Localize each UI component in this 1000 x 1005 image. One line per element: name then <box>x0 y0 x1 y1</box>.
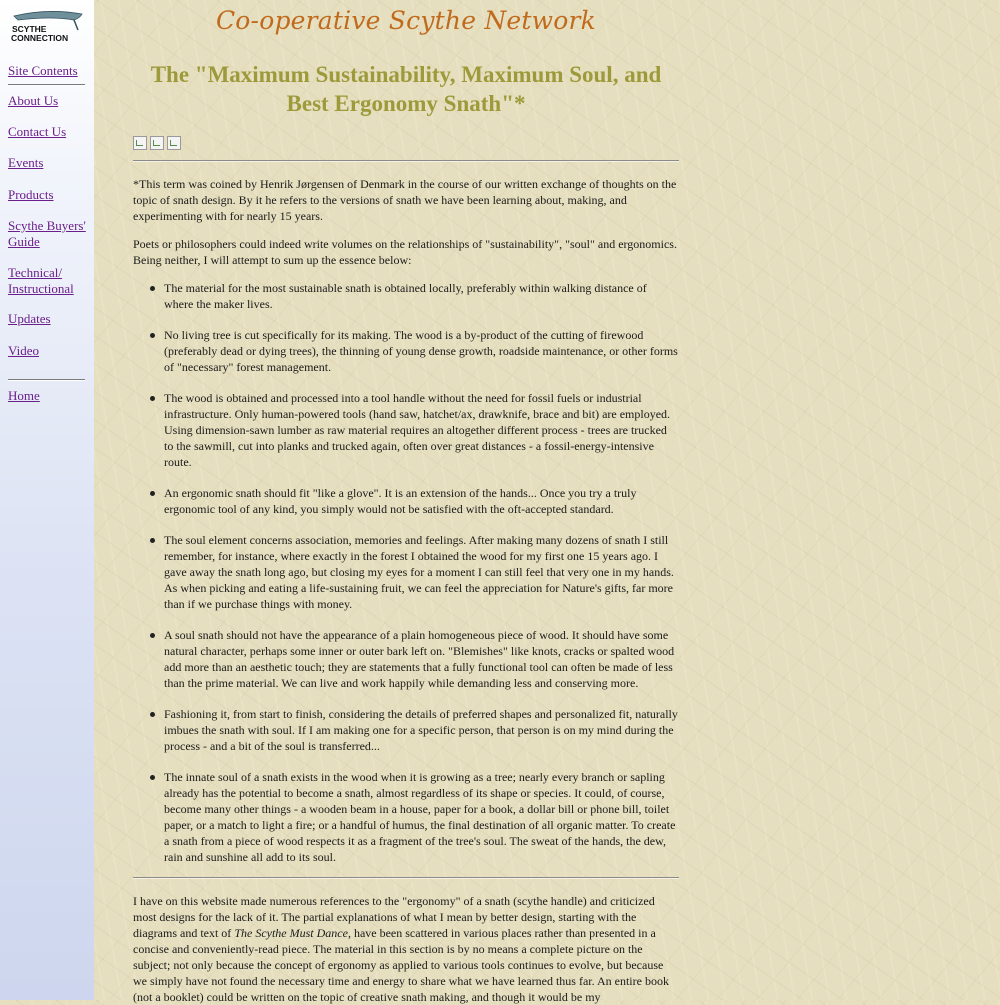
logo-text-line1: SCYTHE <box>12 24 47 34</box>
nav-home[interactable]: Home <box>8 388 40 403</box>
intro-paragraph: *This term was coined by Henrik Jørgensen of Denmark in the course of our written exchange of thoughts on the topic of snath design. By it he refers to the versions of snath we have been learning about, making, and experimenting with for nearly 15 years. <box>133 177 677 223</box>
broken-image-icon[interactable] <box>133 136 147 150</box>
nav-updates[interactable]: Updates <box>8 311 51 326</box>
nav-site-contents[interactable]: Site Contents <box>8 63 78 78</box>
closing-text-end: , have been scattered in various places rather than presented in a concise and conveniently-read piece. The material in this section is by no means a complete picture on the subject; not only because the concept of ergonomy as applied to various tools continues to evolve, but because we simply have not found the necessary time and energy to share what we have learned thus far. An entire book (not a booklet) could be written on the topic of creative snath making, and though it would be my <box>133 926 669 1004</box>
site-title: Co-operative Scythe Network <box>215 6 597 35</box>
logo-text-line2: CONNECTION <box>11 33 69 43</box>
list-item: The soul element concerns association, memories and feelings. After making many dozens of snath I still remember, for instance, where exactly in the forest I obtained the wood for my first one 15 years ago. I gave away the snath long ago, but closing my eyes for a moment I can still feel that very one in my hands. As when picking and eating a life-sustaining fruit, we can feel the appreciation for Nature's gifts, far more than if we purchase things with money. <box>133 532 679 612</box>
book-title: The Scythe Must Dance <box>234 926 348 940</box>
page-heading: The "Maximum Sustainability, Maximum Soul, and Best Ergonomy Snath"* <box>150 62 662 116</box>
list-item: No living tree is cut specifically for its making. The wood is a by-product of the cutting of firewood (preferably dead or dying trees), the thinning of young dense growth, roadside maintenance, or other forms of "necessary" forest management. <box>133 327 679 375</box>
nav-products[interactable]: Products <box>8 187 54 202</box>
nav-about-us[interactable]: About Us <box>8 93 59 108</box>
main-content <box>133 176 679 1005</box>
scythe-connection-logo[interactable] <box>8 10 84 44</box>
image-row <box>133 136 184 150</box>
list-item: The wood is obtained and processed into a tool handle without the need for fossil fuels or industrial infrastructure. Only human-powered tools (hand saw, hatchet/ax, drawknife, brace and bit) are employed. Using dimension-sawn lumber as raw material requires an altogether different process - trees are trucked to the sawmill, cut into planks and trucked again, often over great distances - a fossil-energy-intensive route. <box>133 390 679 470</box>
lead-paragraph: Poets or philosophers could indeed write volumes on the relationships of "sustainability", "soul" and ergonomics. Being neither, I will attempt to sum up the essence below: <box>133 237 677 267</box>
list-item: Fashioning it, from start to finish, considering the details of preferred shapes and personalized fit, naturally imbues the snath with soul. If I am making one for a specific person, that person is on my mind during the process - and a bit of the soul is transferred... <box>133 706 679 754</box>
list-item: A soul snath should not have the appearance of a plain homogeneous piece of wood. It should have some natural character, perhaps some inner or outer bark left on. "Blemishes" like knots, cracks or spalted wood add more than an aesthetic touch; they are statements that a fully functional tool can often be made of less than the prime material. We can live and work happily while demanding less and conserving more. <box>133 627 679 691</box>
content-divider <box>133 160 679 162</box>
closing-paragraph <box>133 893 679 1005</box>
nav-contact-us[interactable]: Contact Us <box>8 124 67 139</box>
scythe-logo-icon <box>8 10 84 44</box>
list-item: An ergonomic snath should fit "like a glove". It is an extension of the hands... Once you try a truly ergonomic tool of any kind, you simply would not be satisfied with the oft-accepted standard. <box>133 485 679 517</box>
content-divider <box>133 877 679 879</box>
essence-list <box>133 280 679 865</box>
nav-scythe-buyers-guide[interactable]: Scythe Buyers' Guide <box>8 218 86 249</box>
nav-divider <box>8 84 85 86</box>
broken-image-icon[interactable] <box>167 136 181 150</box>
nav-technical-instructional[interactable]: Technical/ Instructional <box>8 265 74 296</box>
list-item: The material for the most sustainable snath is obtained locally, preferably within walking distance of where the maker lives. <box>133 280 679 312</box>
list-item: The innate soul of a snath exists in the wood when it is growing as a tree; nearly every branch or sapling already has the potential to become a snath, almost regardless of its shape or species. It could, of course, become many other things - a wooden beam in a house, paper for a book, a dollar bill or phone bill, toilet paper, or a match to light a fire; or a handful of humus, the final destination of all organic matter. To create a snath from a piece of wood respects it as a fragment of the tree's soul. The sweat of the hands, the dew, rain and sunshine all add to its soul. <box>133 769 679 865</box>
nav-events[interactable]: Events <box>8 155 44 170</box>
sidebar <box>0 0 94 1000</box>
nav-divider <box>8 379 85 381</box>
closing-text-start: I have on this website made numerous references to the "ergonomy" of a snath (scythe handle) and criticized most designs for the lack of it. The partial explanations of what I mean by better design, starting with the diagrams and text of <box>133 894 655 940</box>
broken-image-icon[interactable] <box>150 136 164 150</box>
nav-video[interactable]: Video <box>8 343 39 358</box>
